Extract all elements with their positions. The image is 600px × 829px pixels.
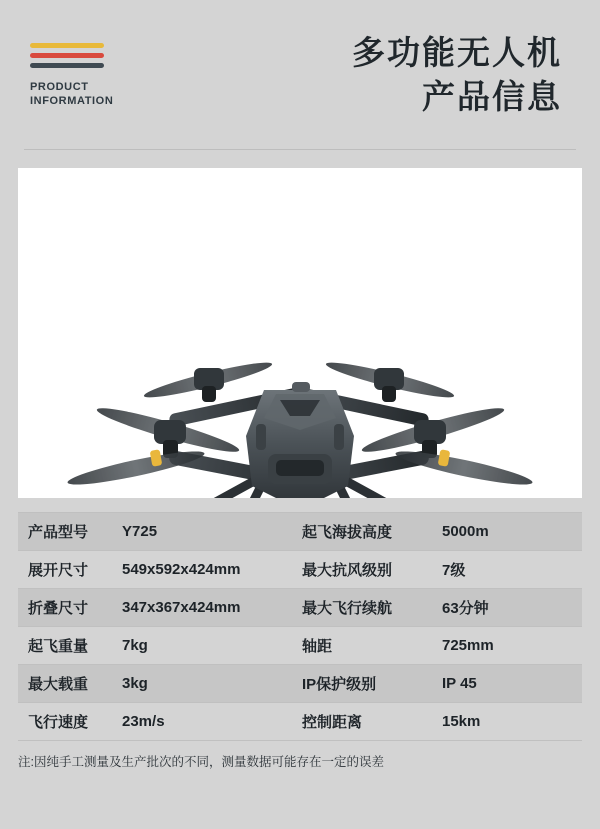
- spec-value: IP 45: [442, 675, 477, 692]
- table-row: [18, 589, 582, 627]
- spec-key: 最大抗风级别: [302, 562, 393, 579]
- spec-key: 最大飞行续航: [302, 600, 393, 617]
- page-title-line2: 产品信息: [422, 78, 562, 115]
- brand-label: [30, 80, 204, 108]
- spec-key: 飞行速度: [28, 714, 89, 731]
- spec-key: 最大载重: [28, 676, 89, 693]
- spec-value: 23m/s: [122, 713, 165, 730]
- spec-value: Y725: [122, 523, 158, 540]
- drone-illustration: [18, 168, 582, 498]
- spec-key: 折叠尺寸: [28, 600, 89, 617]
- brand-bar-dark: [30, 63, 104, 68]
- spec-value: 3kg: [122, 675, 148, 692]
- spec-key: 产品型号: [28, 524, 89, 541]
- brand-label-line2: INFORMATION: [30, 94, 114, 107]
- table-row: [18, 627, 582, 665]
- spec-key: IP保护级别: [302, 676, 377, 693]
- page-header: [0, 0, 600, 150]
- spec-table: [18, 512, 582, 741]
- spec-value: 725mm: [442, 637, 494, 654]
- brand-bars-icon: [30, 43, 104, 68]
- brand-bar-red: [30, 53, 104, 58]
- table-row: [18, 703, 582, 741]
- spec-key: 展开尺寸: [28, 562, 89, 579]
- spec-value: 63分钟: [442, 600, 489, 617]
- spec-key: 起飞重量: [28, 638, 89, 655]
- table-row: [18, 665, 582, 703]
- spec-value: 549x592x424mm: [122, 561, 241, 578]
- header-divider: [24, 149, 576, 150]
- table-row: [18, 551, 582, 589]
- spec-value: 7级: [442, 562, 466, 579]
- brand-label-line1: PRODUCT: [30, 80, 89, 93]
- spec-key: 起飞海拔高度: [302, 524, 393, 541]
- brand-bar-yellow: [30, 43, 104, 48]
- page-title: [204, 31, 576, 119]
- spec-key: 轴距: [302, 638, 333, 655]
- spec-value: 7kg: [122, 637, 148, 654]
- spec-value: 347x367x424mm: [122, 599, 241, 616]
- measurement-note: 注:因纯手工测量及生产批次的不同，测量数据可能存在一定的误差: [18, 755, 384, 769]
- table-row: [18, 513, 582, 551]
- spec-key: 控制距离: [302, 714, 363, 731]
- brand-block: [24, 43, 204, 108]
- spec-value: 15km: [442, 713, 481, 730]
- product-image-panel: [18, 168, 582, 498]
- spec-value: 5000m: [442, 523, 489, 540]
- page-title-line1: 多功能无人机: [352, 34, 562, 71]
